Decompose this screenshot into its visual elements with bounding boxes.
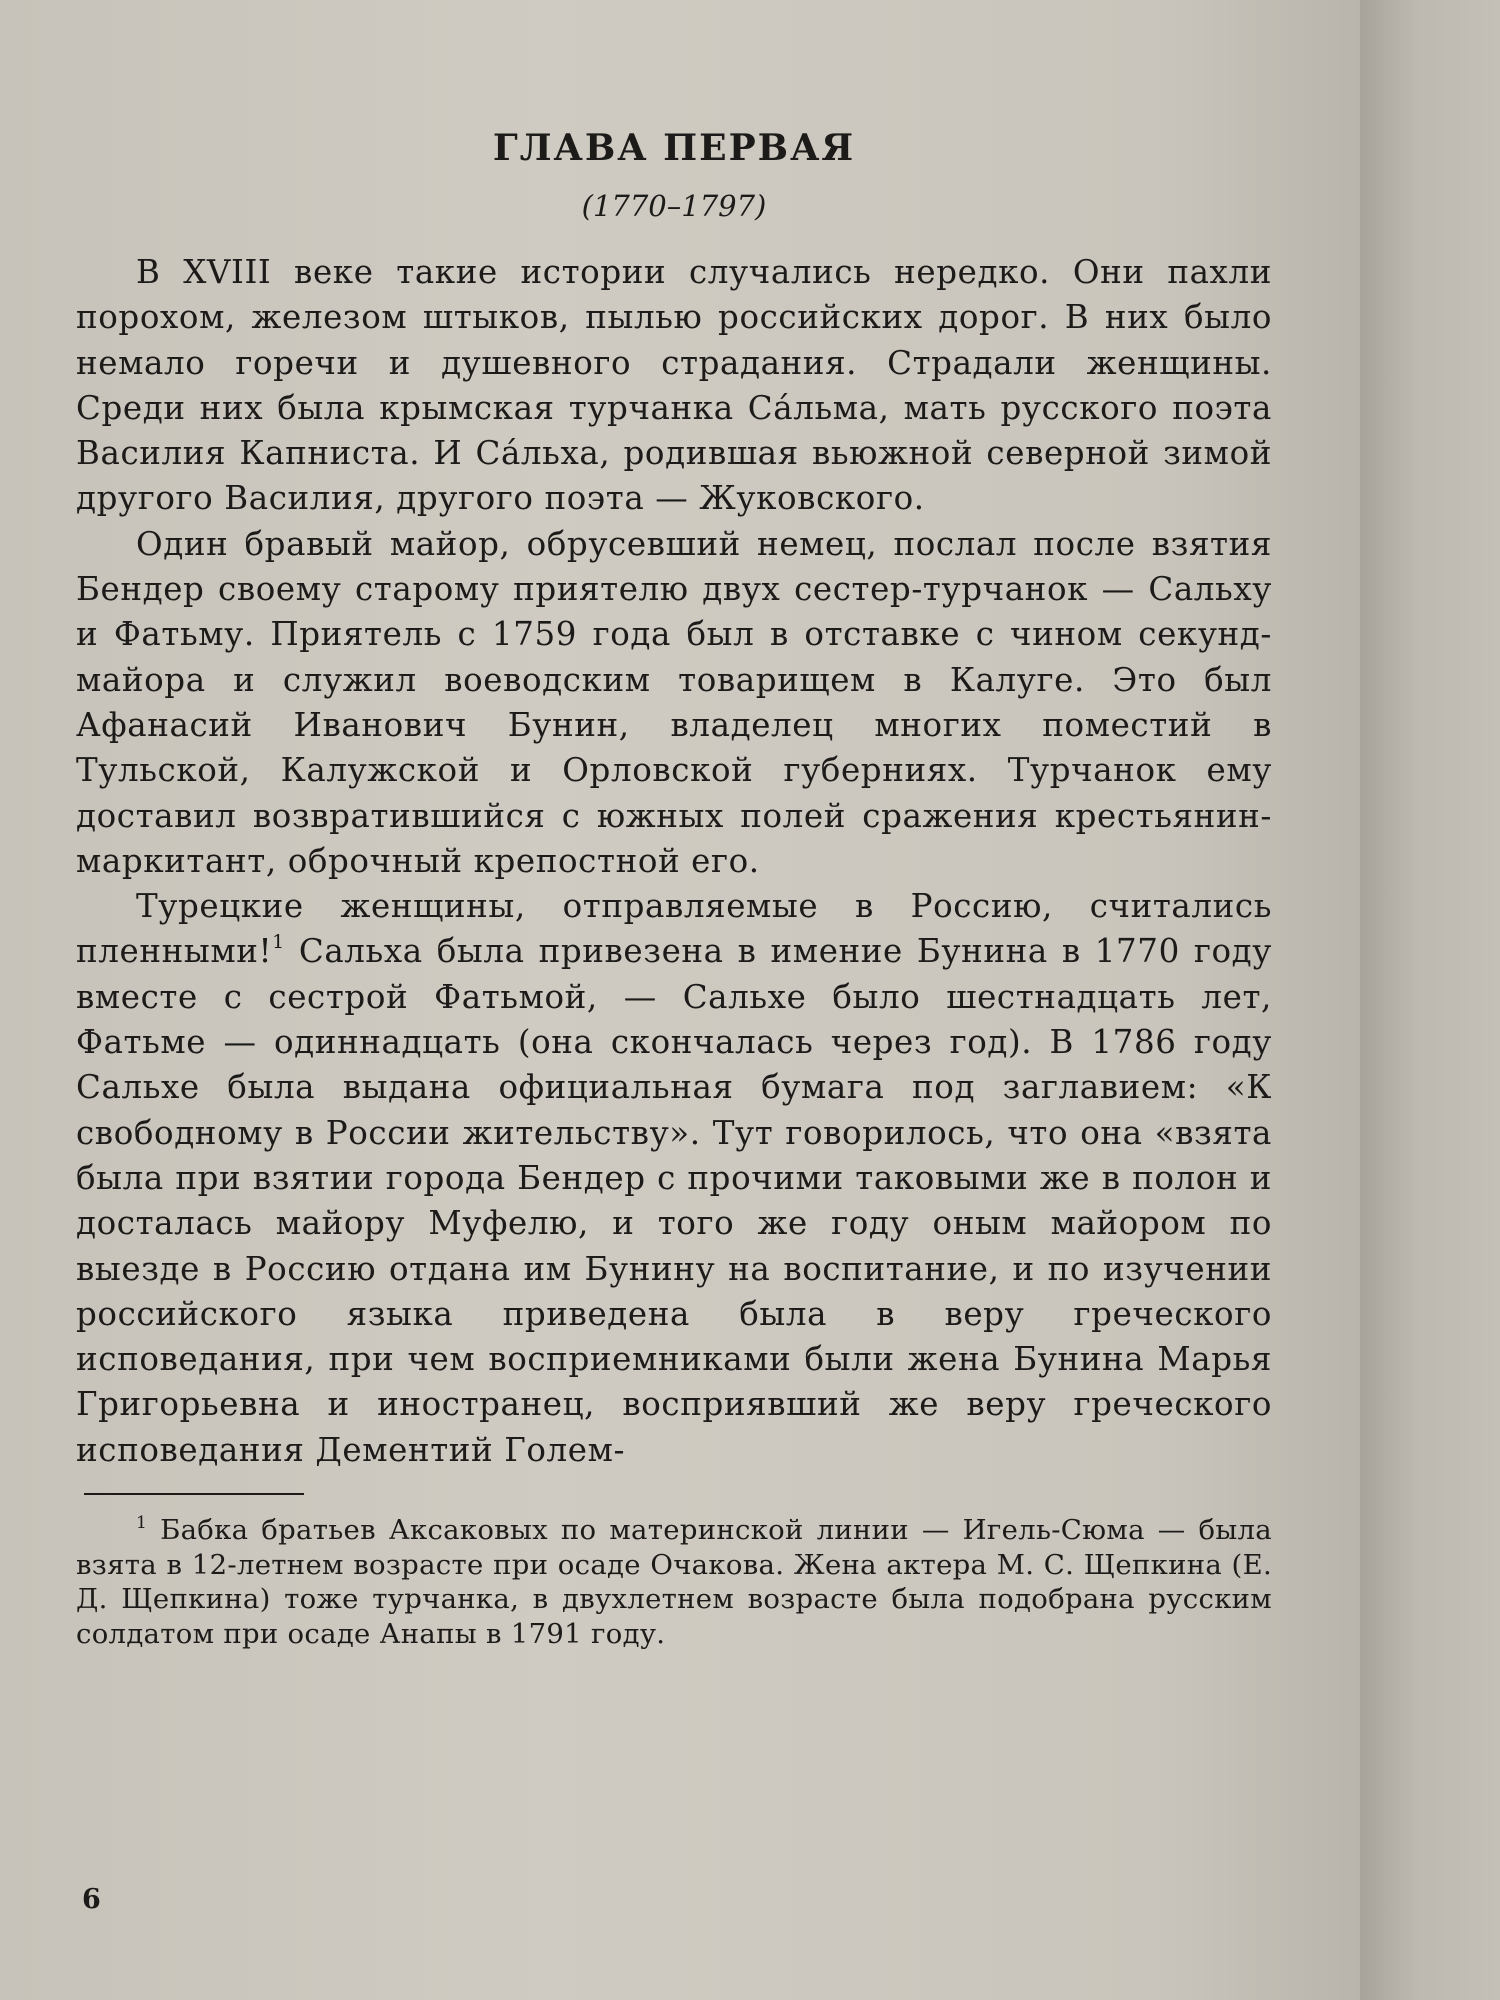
footnote-body: Бабка братьев Аксаковых по материнской линии — Игель-Сюма — была взята в 12-летнем возрасте при осаде Очакова. Жена актера М. С. Щепкина (Е. Д. Щепкина) тоже турчанка, в двухлетнем возрасте была подобрана русским солдатом при осаде Анапы в 1791 году.: [76, 1514, 1272, 1650]
footnote-divider: [84, 1493, 304, 1495]
page-edge: [1360, 0, 1500, 2000]
footnote-marker: 1: [136, 1513, 148, 1534]
paragraph-3-rest: Сальха была привезена в имение Бунина в 1770 году вместе с сестрой Фатьмой, — Сальхе было шестнадцать лет, Фатьме — одиннадцать (она скончалась через год). В 1786 году Сальхе была выдана официальная бумага под заглавием: «К свободному в России жительству». Тут говорилось, что она «взята была при взятии города Бендер с прочими таковыми же в полон и досталась майору Муфелю, и того же году оным майором по выезде в Россию отдана им Бунину на воспитание, и по изучении российского языка приведена была в веру греческого исповедания, при чем восприемниками были жена Бунина Марья Григорьевна и иностранец, восприявший же веру греческого исповедания Дементий Голем-: [76, 932, 1272, 1469]
chapter-title: ГЛАВА ПЕРВАЯ: [492, 127, 856, 169]
footnote-text: [76, 1513, 1272, 1651]
paragraph-3-start: Турецкие женщины, отправляемые в Россию, считались пленными!: [76, 887, 1272, 971]
paragraph-1: В XVIII веке такие истории случались нередко. Они пахли порохом, железом штыков, пылью российских дорог. В них было немало горечи и душевного страдания. Страдали женщины. Среди них была крымская турчанка Са́льма, мать русского поэта Василия Капниста. И Са́льха, родившая вьюжной северной зимой другого Василия, другого поэта — Жуковского.: [76, 253, 1272, 518]
body-text: [76, 250, 1272, 1473]
paragraph-2: Один бравый майор, обрусевший немец, послал после взятия Бендер своему старому приятелю двух сестер-турчанок — Сальху и Фатьму. Приятель с 1759 года был в отставке с чином секунд-майора и служил воеводским товарищем в Калуге. Это был Афанасий Иванович Бунин, владелец многих поместий в Тульской, Калужской и Орловской губерниях. Турчанок ему доставил возвратившийся с южных полей сражения крестьянин-маркитант, оброчный крепостной его.: [76, 524, 1272, 880]
page-number: 6: [82, 1884, 101, 1915]
footnote: [76, 1513, 1272, 1651]
chapter-years: (1770–1797): [581, 189, 767, 223]
paragraph-3: [76, 884, 1272, 1473]
footnote-reference[interactable]: 1: [272, 931, 285, 954]
text-block: [76, 118, 1272, 1651]
